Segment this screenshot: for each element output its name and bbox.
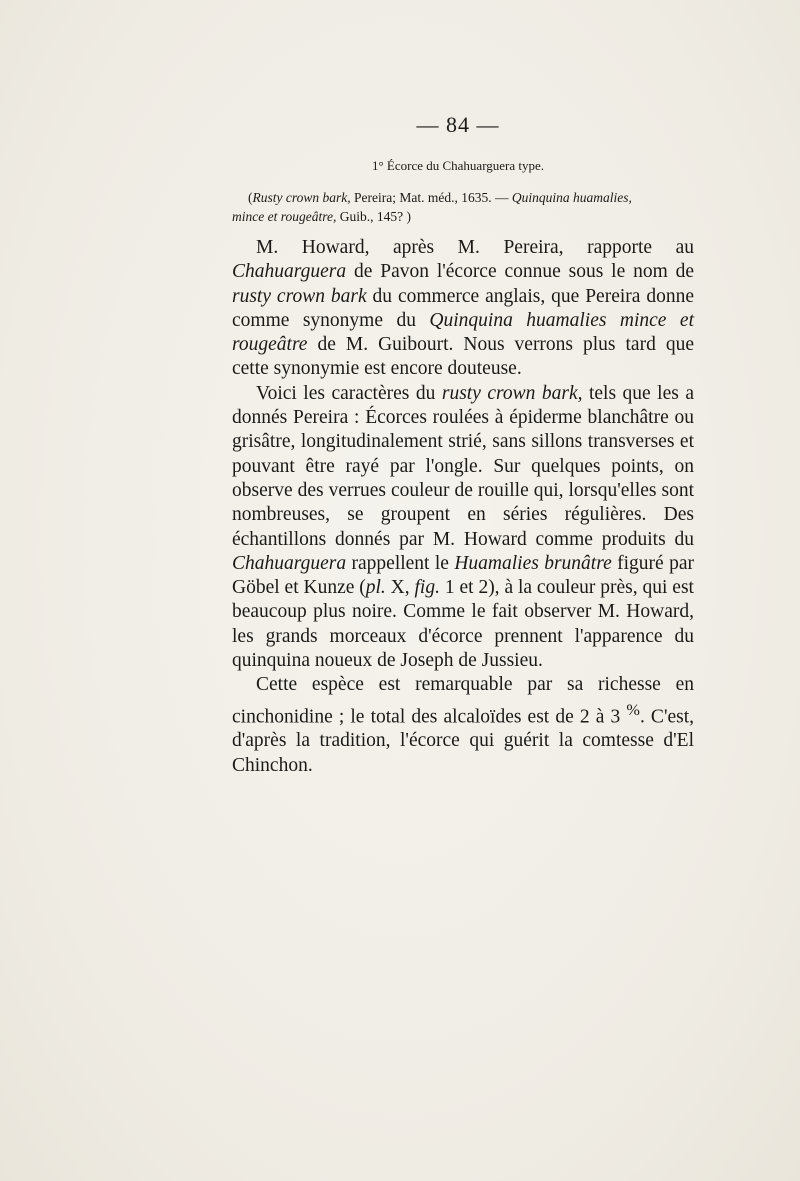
page-number: — 84 —: [416, 112, 500, 137]
ref-mince: mince et rougeâtre,: [232, 209, 337, 224]
p1-text-c: de Pavon l'écorce connue sous le nom de: [346, 261, 694, 283]
p2-italic-pl: pl.: [365, 577, 386, 599]
p2-text-e: rappellent le: [346, 552, 455, 574]
ref-paren: (: [248, 190, 253, 205]
p2-text-i: X,: [385, 577, 415, 599]
p1-text-e: du commerce anglais, que Pereira donne comme synonyme du: [232, 285, 694, 331]
ref-guib: Guib., 145? ): [336, 209, 411, 224]
reference-line-2: [232, 209, 411, 224]
ref-quinquina: Quinquina huamalies,: [511, 190, 632, 205]
p2-text-c: tels que les a donnés Pereira : Écorces roulées à épiderme blanchâtre ou grisâtre, longitudinalement strié, sans sillons transverses et pouvant être rayé par l'ongle. Sur quelques points, on observe des verrues couleur de rouille qui, lorsqu'elles sont nombreuses, se groupent en séries régulières. Des échantillons donnés par M. Howard comme produits du: [232, 382, 694, 550]
p2-text-k: 1 et 2), à la couleur près, qui est beaucoup plus noire. Comme le fait observer M. Howard, les grands morceaux d'écorce prennent l'apparence du quinquina noueux de Joseph de Jussieu.: [232, 577, 694, 672]
p1-italic-rusty: rusty crown bark: [232, 285, 367, 307]
p3-percent: %: [626, 700, 640, 719]
paragraph-3: [232, 673, 694, 778]
p1-text-a: M. Howard, après M. Pereira, rapporte au: [256, 237, 694, 258]
bibliographic-reference: [232, 188, 694, 226]
p2-italic-rusty: rusty crown bark,: [441, 382, 583, 404]
p1-italic-quinquina: Quinquina huamalies mince et rougeâtre: [232, 309, 694, 356]
p2-italic-huamalies: Huamalies brunâtre: [454, 552, 612, 574]
p1-text-g: de M. Guibourt. Nous verrons plus tard que cette synonymie est encore douteuse.: [232, 334, 694, 380]
p2-text-g: figuré par Göbel et Kunze (: [232, 552, 694, 599]
ref-rusty-crown-bark: Rusty crown bark,: [252, 190, 351, 205]
paragraph-1: [232, 236, 694, 382]
ref-pereira: Pereira; Mat. méd., 1635. —: [350, 190, 512, 205]
paragraph-2: [232, 382, 694, 674]
p1-italic-chahuarguera: Chahuarguera: [232, 261, 347, 283]
body-text: [232, 236, 694, 778]
section-title: 1° Écorce du Chahuarguera type.: [371, 158, 545, 173]
p3-text-c: . C'est, d'après la tradition, l'écorce qui guérit la comtesse d'El Chinchon.: [232, 706, 694, 776]
p2-italic-fig: fig.: [414, 577, 440, 599]
reference-line-1: [232, 188, 694, 207]
p2-italic-chahuarguera: Chahuarguera: [232, 552, 347, 574]
p2-text-a: Voici les caractères du: [256, 382, 442, 404]
p3-text-a: Cette espèce est remarquable par sa richesse en cinchonidine ; le total des alcaloïdes est de 2 à 3: [232, 674, 694, 728]
